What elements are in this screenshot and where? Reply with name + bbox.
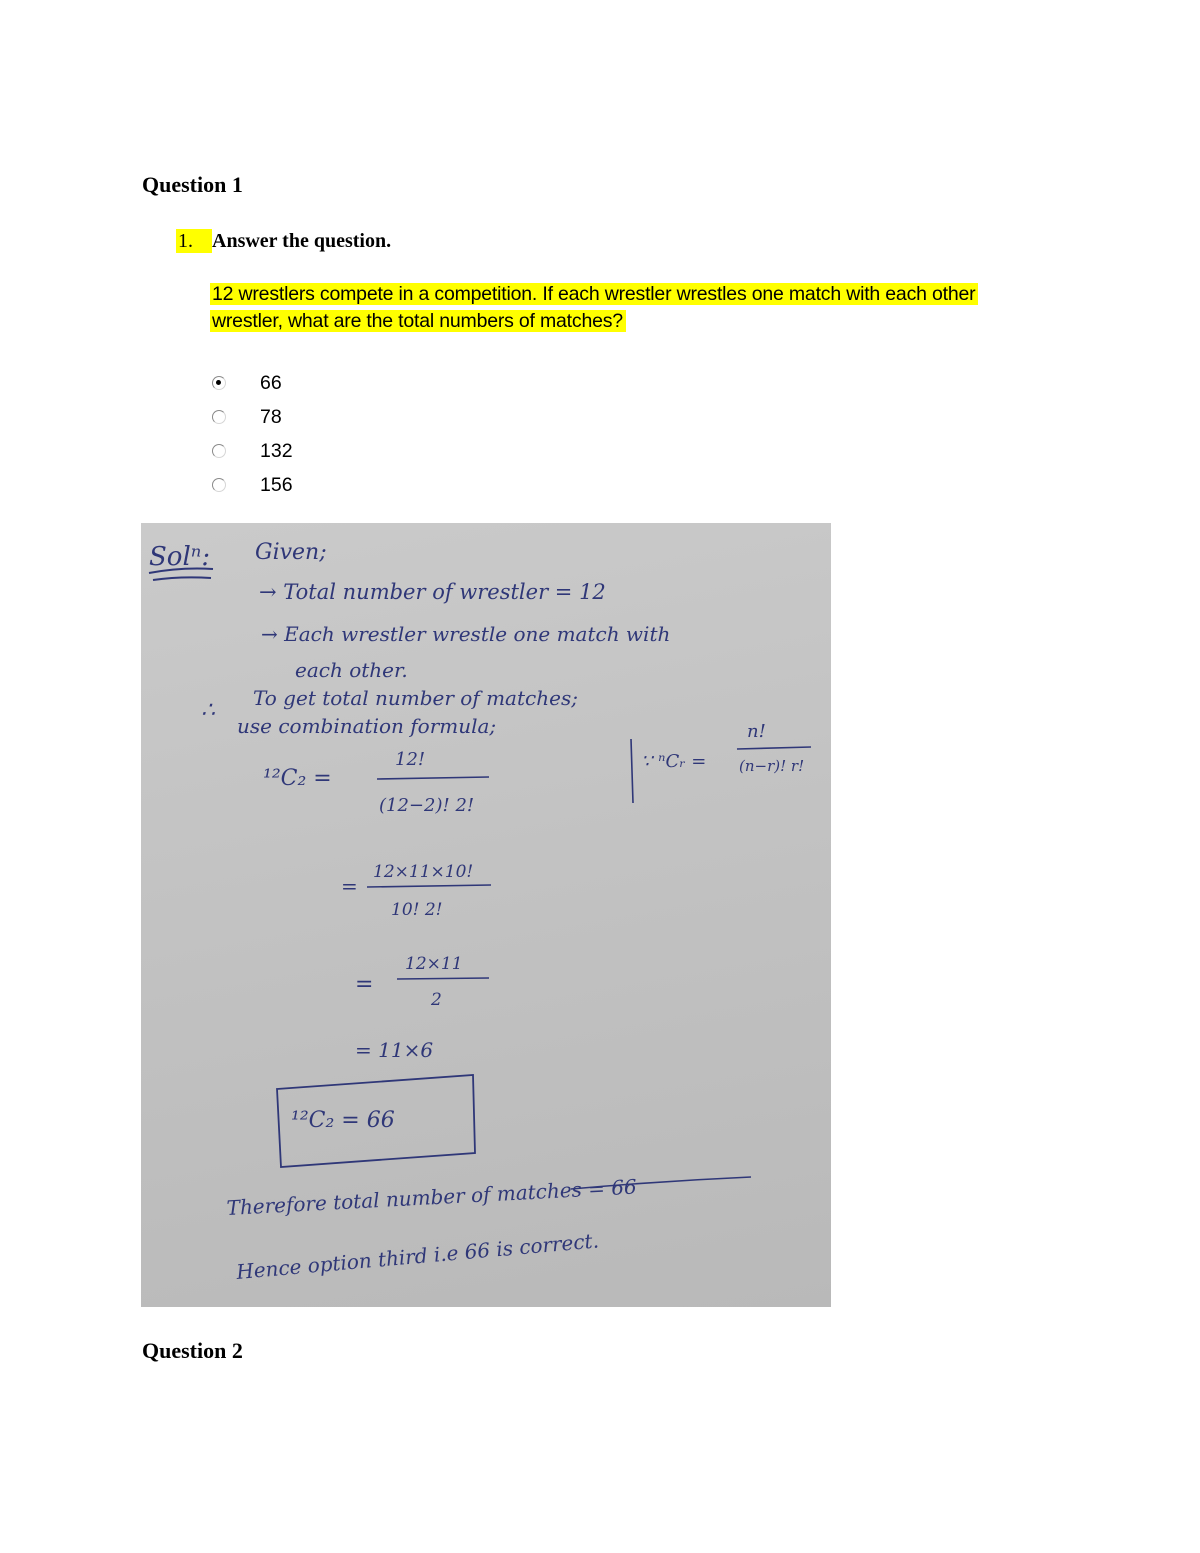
ncr-numerator: n! [747, 721, 766, 742]
item-number: 1. [176, 229, 212, 253]
option-78[interactable] [212, 400, 293, 434]
question-1-heading: Question 1 [142, 172, 243, 197]
boxed-answer: ¹²C₂ = 66 [291, 1108, 395, 1133]
radio-unselected-icon[interactable] [212, 444, 226, 458]
radio-selected-icon[interactable] [212, 376, 226, 390]
step-line-4: To get total number of matches; [253, 686, 578, 710]
formula-lhs: ¹²C₂ = [263, 766, 332, 791]
instruction-text: Answer the question. [212, 230, 392, 252]
option-label: 156 [260, 474, 293, 496]
step-3: = 11×6 [355, 1038, 434, 1062]
ncr-label: ∵ ⁿCᵣ = [641, 751, 707, 772]
answer-options [212, 366, 293, 502]
option-66[interactable] [212, 366, 293, 400]
step-1-numerator: 12×11×10! [373, 862, 474, 882]
solution-underline [153, 577, 211, 580]
solution-label: Solⁿ: [149, 542, 211, 572]
step-2-fraction-bar [397, 978, 489, 979]
option-label: 132 [260, 440, 293, 462]
step-1-fraction-bar [367, 885, 491, 887]
step-1-denominator: 10! 2! [391, 900, 443, 920]
handwritten-solution-drawing [141, 523, 831, 1307]
step-1-equals: = [341, 874, 358, 898]
step-2-denominator: 2 [431, 990, 442, 1010]
radio-unselected-icon[interactable] [212, 410, 226, 424]
option-label: 78 [260, 406, 282, 428]
aside-divider [631, 739, 633, 803]
conclusion-line-2: Hence option third i.e 66 is correct. [235, 1228, 600, 1284]
ncr-denominator: (n−r)! r! [739, 757, 805, 775]
fraction-bar [377, 777, 489, 779]
therefore-symbol: ∴ [201, 698, 215, 723]
handwritten-solution-photo [141, 523, 831, 1307]
question-text [210, 281, 1030, 335]
step-line-5: use combination formula; [237, 714, 497, 738]
option-156[interactable] [212, 468, 293, 502]
given-line-3: each other. [295, 658, 408, 682]
option-label: 66 [260, 372, 282, 394]
given-text: Given; [255, 540, 327, 565]
question-2-heading: Question 2 [142, 1338, 243, 1363]
ncr-fraction-bar [737, 747, 811, 749]
radio-unselected-icon[interactable] [212, 478, 226, 492]
formula-numerator: 12! [395, 749, 426, 770]
conclusion-line-1: Therefore total number of matches = 66 [226, 1174, 638, 1220]
given-line-2: → Each wrestler wrestle one match with [261, 622, 671, 646]
given-line-1: → Total number of wrestler = 12 [259, 580, 606, 604]
step-2-numerator: 12×11 [405, 954, 463, 974]
question-text-highlight: 12 wrestlers compete in a competition. If each wrestler wrestles one match with each other wrestler, what are the total numbers of matches? [210, 283, 978, 332]
step-2-equals: = [355, 972, 374, 997]
option-132[interactable] [212, 434, 293, 468]
formula-denominator: (12−2)! 2! [379, 795, 475, 816]
